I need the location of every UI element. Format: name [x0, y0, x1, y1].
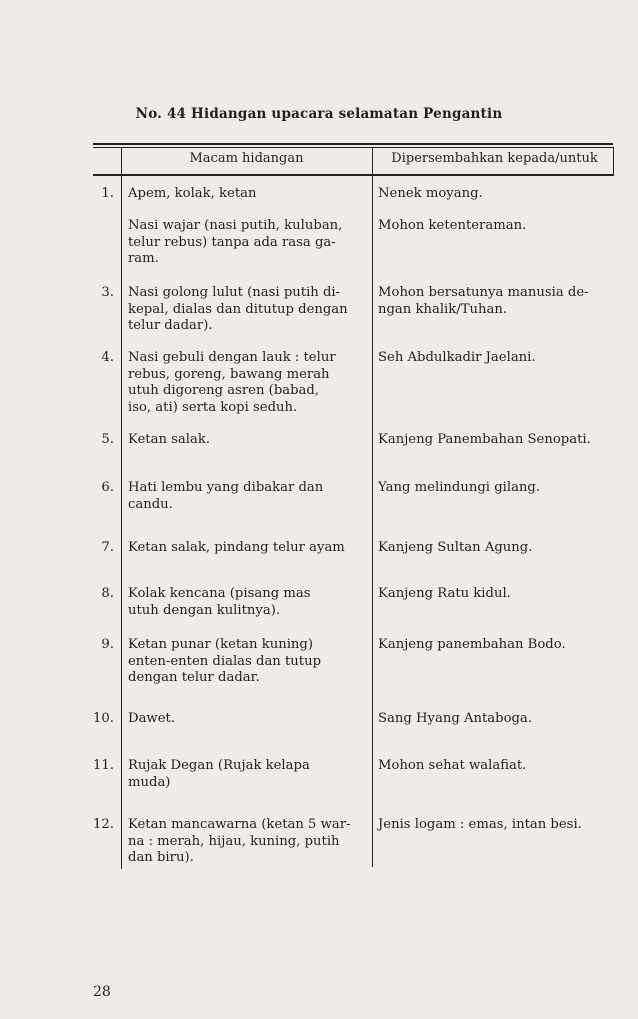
offered-line: Nenek moyang.: [378, 186, 483, 201]
offered-cell: [378, 218, 614, 235]
offered-cell: [378, 432, 614, 449]
dish-line: Nasi gebuli dengan lauk : telur: [128, 350, 336, 365]
header-offered: Dipersembahkan kepada/untuk: [391, 151, 598, 166]
dish-line: na : merah, hijau, kuning, putih: [128, 833, 340, 849]
dish-line: Nasi wajar (nasi putih, kuluban,: [128, 218, 343, 233]
offered-cell: [378, 480, 614, 497]
row-number: 9.: [101, 637, 114, 652]
offered-line: Yang melindungi gilang.: [378, 480, 541, 495]
column-divider-middle: [372, 147, 373, 867]
dish-cell: [128, 350, 368, 416]
column-divider-right: [613, 147, 614, 176]
dish-line: enten-enten dialas dan tutup: [128, 653, 322, 669]
dish-line: dan biru).: [128, 850, 194, 865]
table-top-rule-thin: [93, 147, 613, 148]
dish-cell: [128, 480, 368, 513]
dish-line: Kolak kencana (pisang mas: [128, 586, 311, 601]
row-number: 11.: [93, 758, 114, 773]
dish-line: ram.: [128, 251, 159, 266]
column-divider-left: [121, 147, 122, 869]
dish-line: Dawet.: [128, 711, 176, 726]
dish-cell: [128, 711, 368, 728]
header-dish: Macam hidangan: [189, 151, 304, 166]
offered-line: ngan khalik/Tuhan.: [378, 301, 508, 317]
offered-line: Seh Abdulkadir Jaelani.: [378, 350, 536, 365]
dish-line: Ketan mancawarna (ketan 5 war-: [128, 817, 351, 832]
row-number: 8.: [101, 586, 114, 601]
dish-line: telur rebus) tanpa ada rasa ga-: [128, 234, 336, 250]
dish-line: rebus, goreng, bawang merah: [128, 366, 330, 382]
offered-line: Kanjeng Ratu kidul.: [378, 586, 511, 601]
row-number: 1.: [101, 186, 114, 201]
dish-line: kepal, dialas dan ditutup dengan: [128, 301, 348, 317]
dish-line: Ketan punar (ketan kuning): [128, 637, 313, 652]
row-number: 6.: [101, 480, 114, 495]
dish-cell: [128, 540, 368, 557]
offered-cell: [378, 586, 614, 603]
dish-line: iso, ati) serta kopi seduh.: [128, 399, 298, 415]
offered-line: Mohon ketenteraman.: [378, 218, 527, 233]
offered-cell: [378, 540, 614, 557]
offered-line: Jenis logam : emas, intan besi.: [378, 817, 582, 832]
dish-line: Rujak Degan (Rujak kelapa: [128, 758, 310, 773]
offered-cell: [378, 637, 614, 654]
dish-cell: [128, 432, 368, 449]
row-number: 12.: [93, 817, 114, 832]
table-top-rule: [93, 143, 613, 145]
dish-cell: [128, 586, 368, 619]
row-number: 10.: [93, 711, 114, 726]
dish-cell: [128, 218, 368, 268]
dish-line: utuh dengan kulitnya).: [128, 602, 281, 618]
dish-line: candu.: [128, 496, 173, 512]
dish-line: telur dadar).: [128, 318, 213, 333]
offered-line: Sang Hyang Antaboga.: [378, 711, 533, 726]
offered-cell: [378, 758, 614, 775]
dish-line: utuh digoreng asren (babad,: [128, 383, 320, 398]
dish-line: Ketan salak, pindang telur ayam: [128, 540, 345, 555]
dish-cell: [128, 186, 368, 203]
offered-cell: [378, 186, 614, 203]
row-number: 5.: [101, 432, 114, 447]
offered-line: Kanjeng Sultan Agung.: [378, 540, 533, 555]
dish-line: dengan telur dadar.: [128, 670, 260, 685]
row-number: 7.: [101, 540, 114, 555]
dish-cell: [128, 285, 368, 335]
table-header-rule: [93, 174, 613, 176]
dish-line: Nasi golong lulut (nasi putih di-: [128, 285, 341, 300]
offered-line: Mohon sehat walafiat.: [378, 758, 527, 773]
page-number: 28: [93, 984, 111, 1000]
dish-cell: [128, 817, 368, 867]
dish-line: muda): [128, 774, 171, 790]
dish-cell: [128, 758, 368, 791]
row-number: 3.: [101, 285, 114, 300]
dish-cell: [128, 637, 368, 687]
offered-line: Mohon bersatunya manusia de-: [378, 285, 589, 300]
offered-cell: [378, 711, 614, 728]
dish-line: Hati lembu yang dibakar dan: [128, 480, 324, 495]
offered-line: Kanjeng Panembahan Senopati.: [378, 432, 591, 447]
dish-line: Apem, kolak, ketan: [128, 186, 257, 201]
offered-cell: [378, 285, 614, 318]
row-number: 4.: [101, 350, 114, 365]
offered-cell: [378, 817, 614, 834]
offered-line: Kanjeng panembahan Bodo.: [378, 637, 566, 652]
offered-cell: [378, 350, 614, 367]
dish-line: Ketan salak.: [128, 432, 211, 447]
page-title: No. 44 Hidangan upacara selamatan Pengantin: [135, 106, 503, 122]
